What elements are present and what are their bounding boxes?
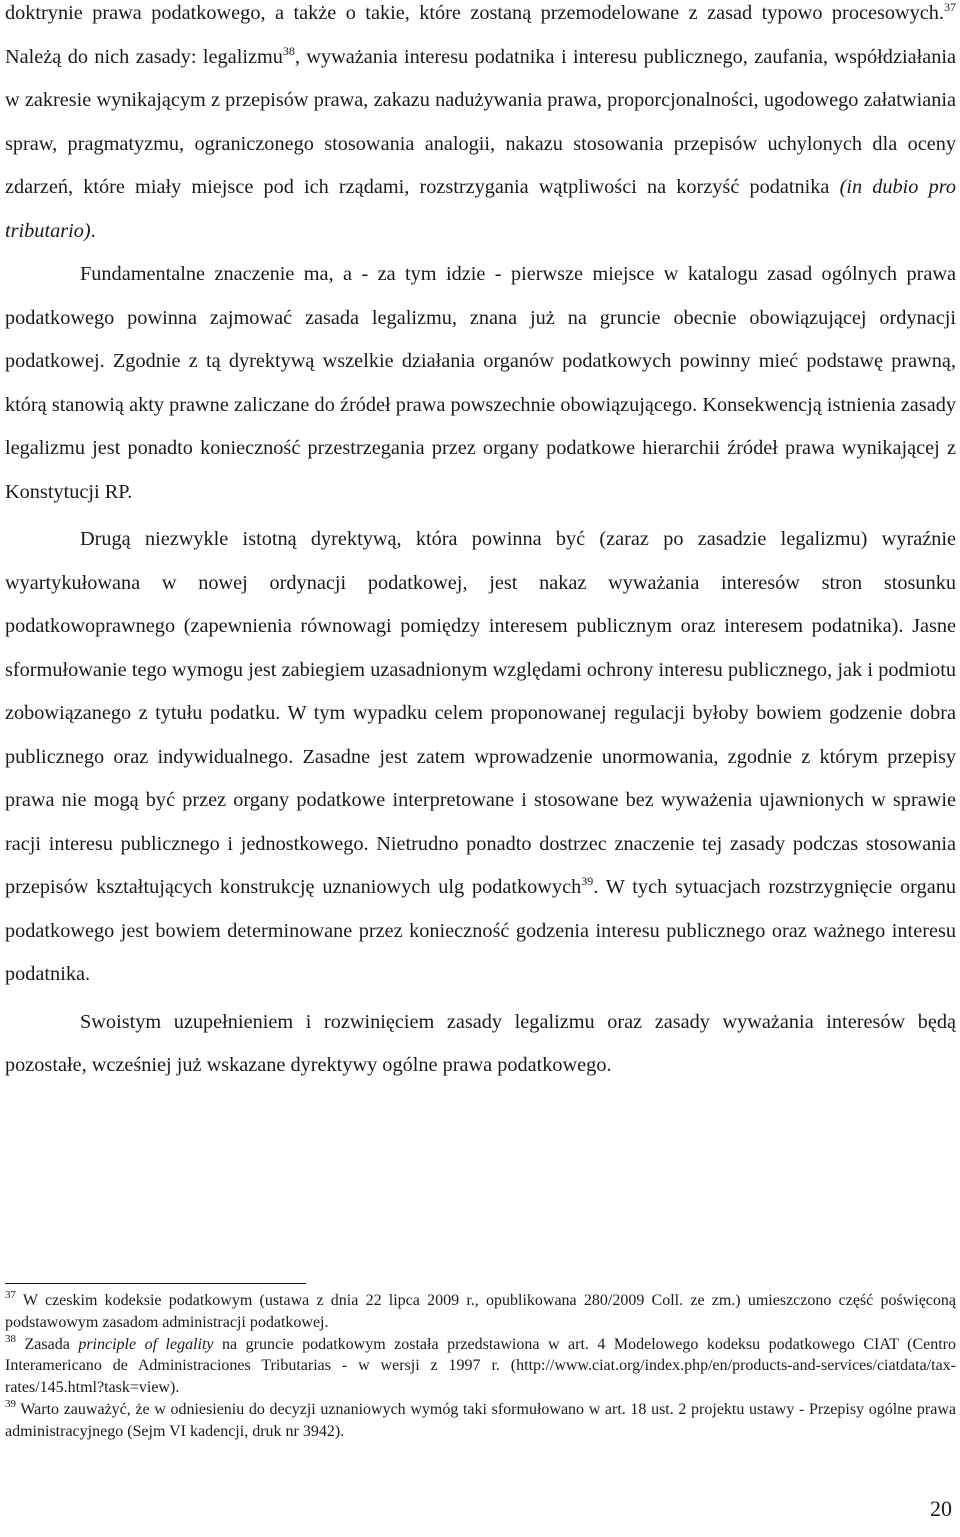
footnote-ref-39[interactable]: 39	[581, 874, 594, 888]
latin-phrase: (in dubio pro tributario)	[5, 176, 956, 242]
footnote-ref-37[interactable]: 37	[944, 0, 956, 14]
page-number: 20	[930, 1496, 952, 1521]
document-body	[5, 0, 956, 1088]
paragraph-3: Drugą niezwykle istotną dyrektywą, która powinna być (zaraz po zasadzie legalizmu) wyraźnie wyartykułowana w nowej ordynacji podatkowej, jest nakaz wyważania interesów stron stosunku podatkowoprawnego (zapewnienia równowagi pomiędzy interesem publicznym oraz interesem podatnika). Jasne sformułowanie tego wymogu jest zabiegiem uzasadnionym względami ochrony interesu publicznego, jak i podmiotu zobowiązanego z tytułu podatku. W tym wypadku celem proponowanej regulacji byłoby bowiem godzenie dobra publicznego oraz indywidualnego. Zasadne jest zatem wprowadzenie unormowania, zgodnie z którym przepisy prawa nie mogą być przez organy podatkowe interpretowane i stosowane bez wyważenia ujawnionych w sprawie racji interesu publicznego i jednostkowego. Nietrudno ponadto dostrzec znaczenie tej zasady podczas stosowania przepisów kształtujących konstrukcję uznaniowych ulg podatkowych$^{39}$. W tych sytuacjach rozstrzygnięcie organu podatkowego jest bowiem determinowane przez konieczność godzenia interesu publicznego oraz ważnego interesu podatnika.	[5, 528, 956, 985]
footnote-37: $^{37}$ W czeskim kodeksie podatkowym (ustawa z dnia 22 lipca 2009 r., opublikowana 280/2009 Coll. ze zm.) umieszczono część poświęconą podstawowym zasadom administracji podatkowej.	[5, 1289, 956, 1331]
footnote-ref-38[interactable]: 38	[282, 43, 295, 58]
paragraph-2: Fundamentalne znaczenie ma, a - za tym idzie - pierwsze miejsce w katalogu zasad ogólnych prawa podatkowego powinna zajmować zasada legalizmu, znana już na gruncie obecnie obowiązującej ordynacji podatkowej. Zgodnie z tą dyrektywą wszelkie działania organów podatkowych powinny mieć podstawę prawną, którą stanowią akty prawne zaliczane do źródeł prawa powszechnie obowiązującego. Konsekwencją istnienia zasady legalizmu jest ponadto konieczność przestrzegania przez organy podatkowe hierarchii źródeł prawa wynikającej z Konstytucji RP.	[5, 263, 956, 503]
paragraph-4: Swoistym uzupełnieniem i rozwinięciem zasady legalizmu oraz zasady wyważania interesów będą pozostałe, wcześniej już wskazane dyrektywy ogólne prawa podatkowego.	[5, 1010, 956, 1076]
footnote-separator	[5, 1283, 306, 1284]
footnote-38: $^{38}$ Zasada principle of legality na gruncie podatkowym została przedstawiona w art. 4 Modelowego kodeksu podatkowego CIAT (Centro Interamericano de Administraciones Tributarias - w wersji z 1997 r. (http://www.ciat.org/index.php/en/products-and-services/ciatdata/tax-rates/145.html?task=view).	[5, 1332, 956, 1397]
footnotes	[5, 1290, 956, 1443]
paragraph-1: doktrynie prawa podatkowego, a także o takie, które zostaną przemodelowane z zasad typowo procesowych.$^{37}$ Należą do nich zasady: legalizmu$^{38}$, wyważania interesu podatnika i interesu publicznego, zaufania, współdziałania w zakresie wynikającym z przepisów prawa, zakazu nadużywania prawa, proporcjonalności, ugodowego załatwiania spraw, pragmatyzmu, ograniczonego stosowania analogii, nakazu stosowania przepisów uchylonych dla oceny zdarzeń, które miały miejsce pod ich rządami, rozstrzygania wątpliwości na korzyść podatnika (in dubio pro tributario).	[5, 0, 956, 242]
footnote-39: $^{39}$ Warto zauważyć, że w odniesieniu do decyzji uznaniowych wymóg taki sformułowano w art. 18 ust. 2 projektu ustawy - Przepisy ogólne prawa administracyjnego (Sejm VI kadencji, druk nr 3942).	[5, 1397, 956, 1440]
